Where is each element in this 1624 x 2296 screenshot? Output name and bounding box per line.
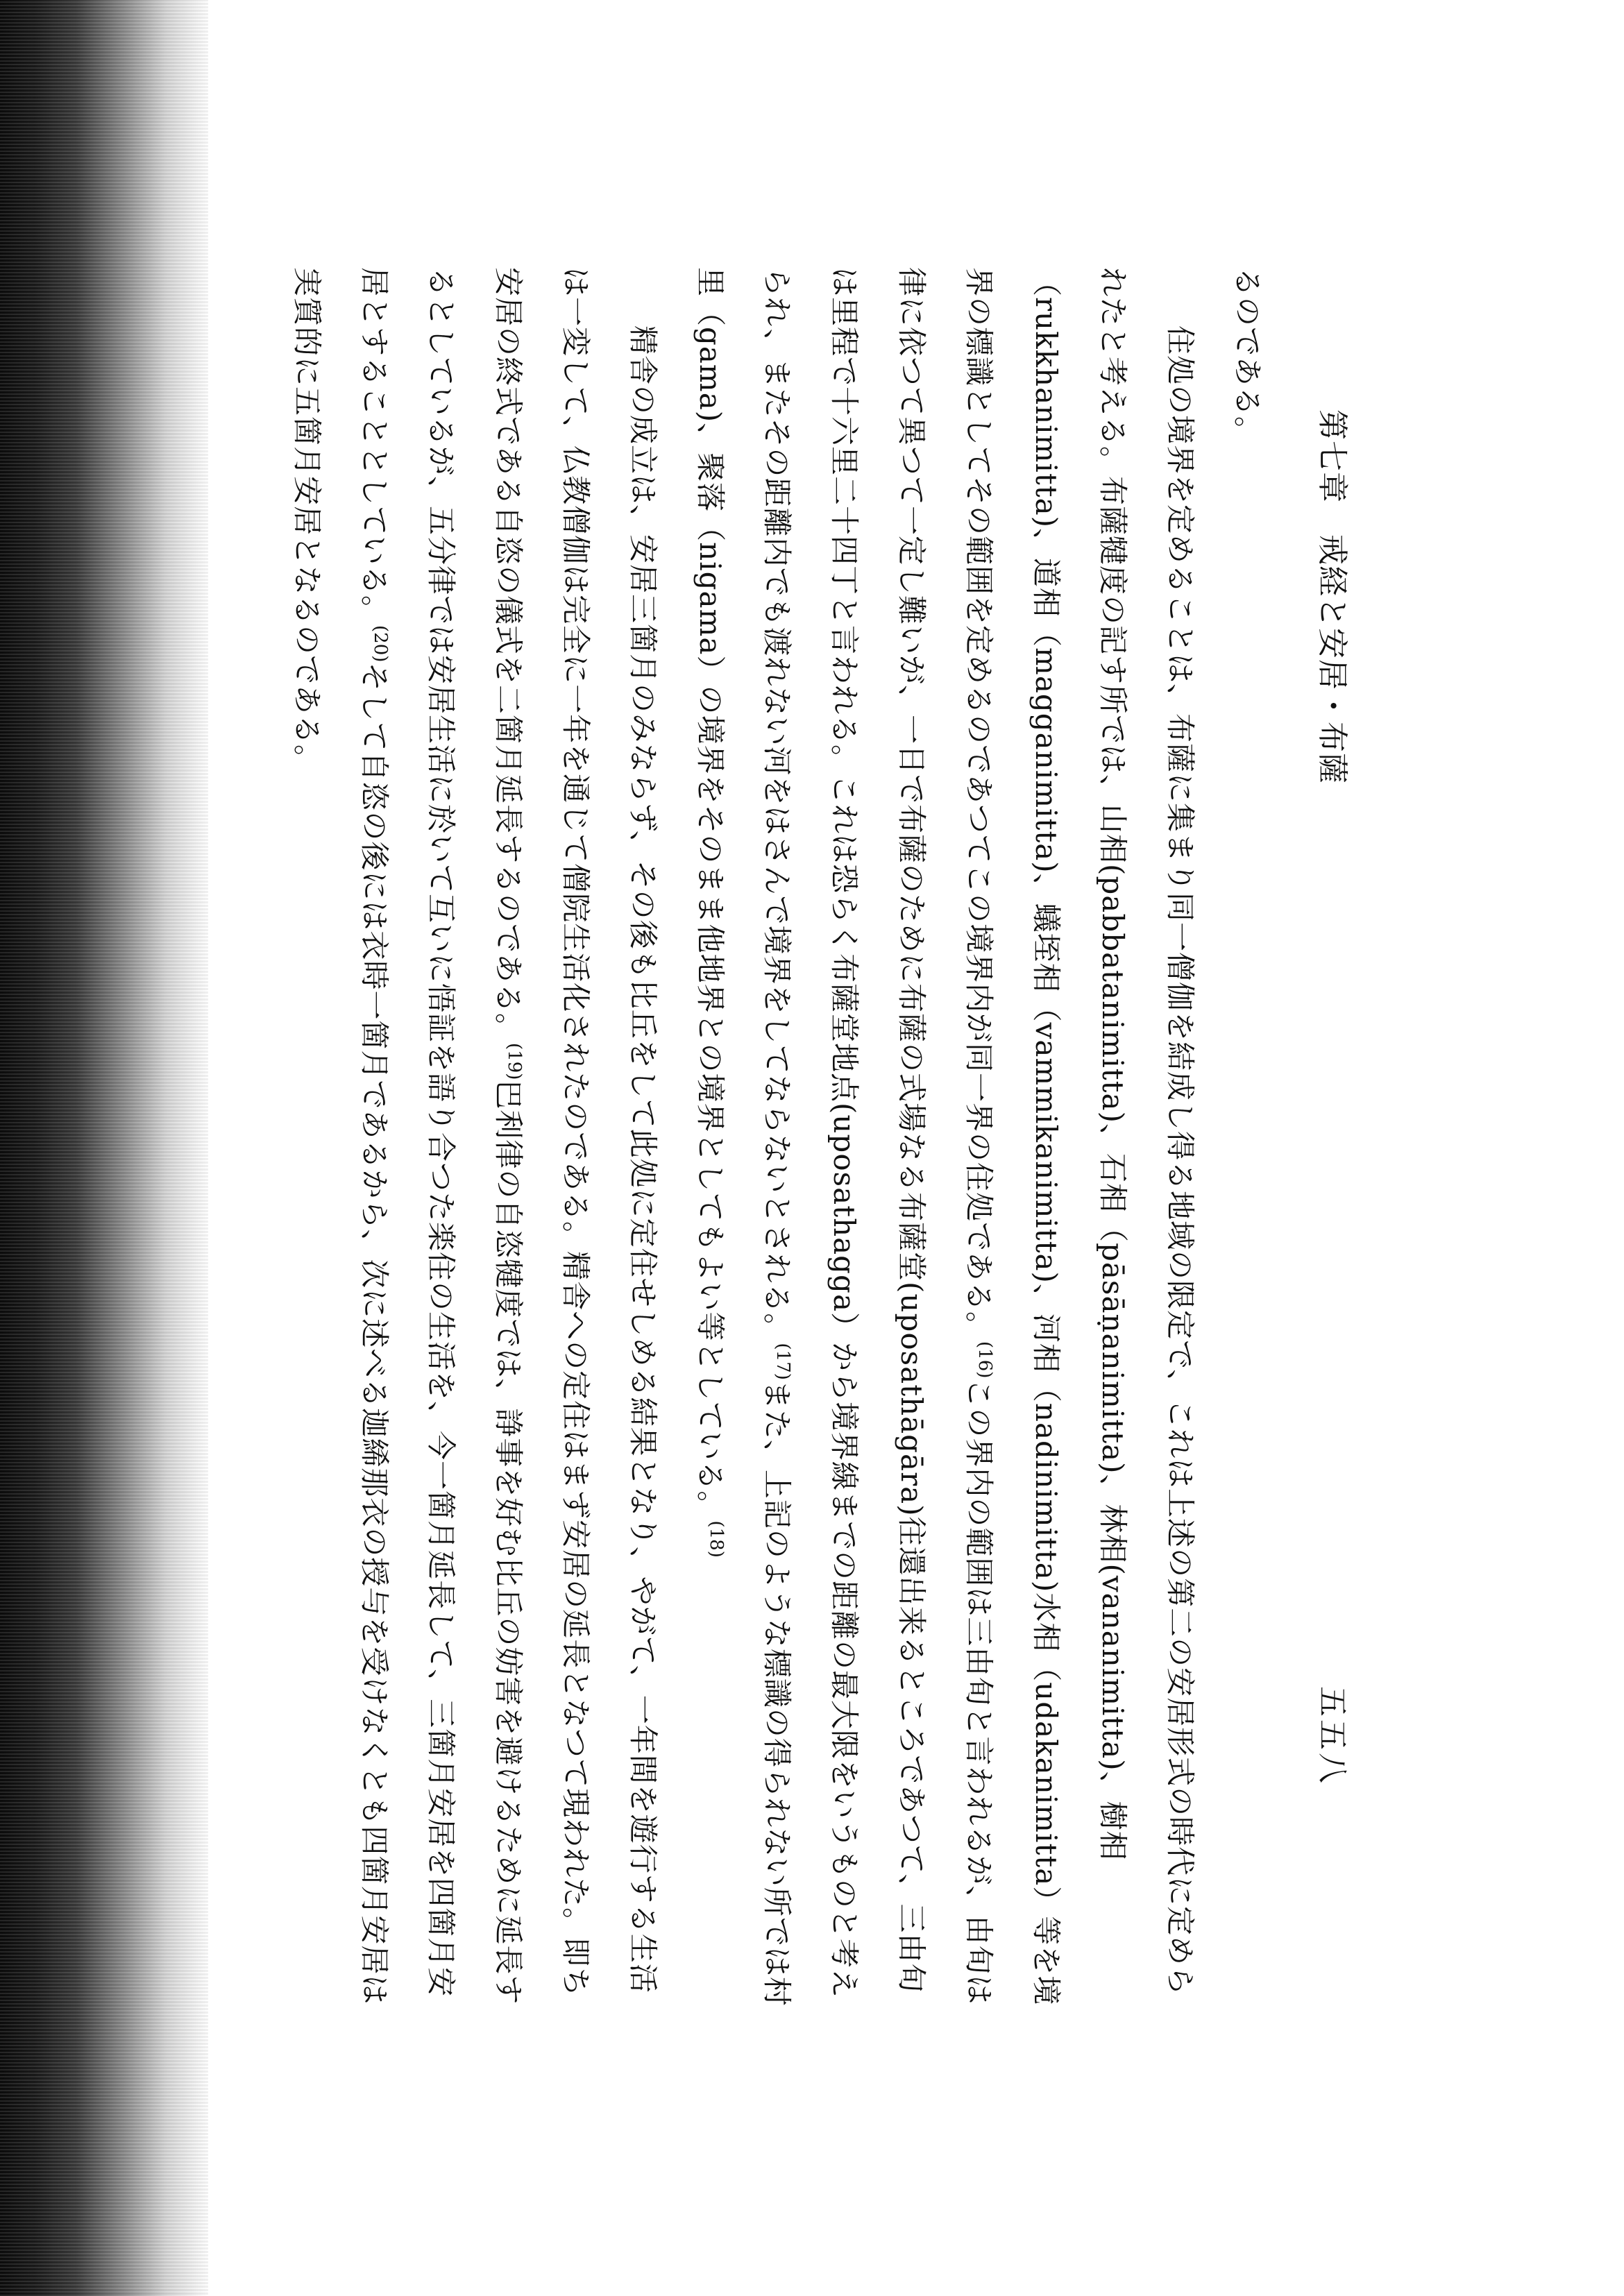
text-run: 巴利律の自恣犍度では、諍事を好む比丘の妨害を避けるために延長するとしているが、五分律では安居生活に於いて互いに悟証を語り合つた楽住の生活を、今一箇月延長して、三箇月安居を四箇月安居とすることとしている。 bbox=[357, 267, 526, 2005]
footnote-ref[interactable]: (17) bbox=[772, 1343, 794, 1380]
footnote-ref[interactable]: (18) bbox=[705, 1520, 727, 1558]
paragraph bbox=[273, 267, 676, 2009]
text-run: 精舎の成立は、安居三箇月のみならず、その後も比丘をして此処に定住せしめる結果となり、やがて、一年間を遊行する生活は一変して、仏教僧伽は完全に一年を通じて僧院生活化されたのである。精舎への定住はまず安居の延長となつて現われた。即ち安居の終式である自恣の儀式を二箇月延長するのである。 bbox=[491, 267, 660, 1998]
footnote-ref[interactable]: (19) bbox=[504, 1043, 525, 1080]
body-text bbox=[273, 267, 1280, 2009]
footnote-ref[interactable]: (20) bbox=[369, 625, 391, 663]
text-run: 住処の境界を定めることは、布薩に集まり同一僧伽を結成し得る地域の限定で、これは上述の第二の安居形式の時代に定められたと考える。布薩犍度の記す所では、山相(pabbatanimitta)、石相（pāsāṇanimitta)、林相(vananimitta)、樹相（rukkhanimitta)、道相（magganimitta)、蟻垤相（vammikanimitta)、河相（nadinimitta)水相（udakanimitta）等を境界の標識としてその範囲を定めるのであつてこの境界内が同一界の住処である。 bbox=[961, 267, 1198, 2006]
text-run: るのである。 bbox=[1230, 267, 1264, 447]
running-head: 第七章 戒経と安居・布薩 bbox=[1314, 409, 1350, 784]
text-run: この界内の範囲は三由旬と言われるが、由旬は律に依つて異つて一定し難いが、一日で布薩のために布薩の式場なる布薩堂(uposathāgāra)往還出来るところであつて、三由旬は里程で十六里二十四丁と言われる。これは恐らく布薩堂地点(uposathagga）から境界線までの距離の最大限をいうものと考えられ、またその距離内でも渡れない河をはさんで境界をしてならないとされる。 bbox=[760, 267, 996, 2005]
page-number: 五五八 bbox=[1314, 1686, 1350, 1786]
paragraph bbox=[1213, 267, 1280, 2009]
text-run: そして自恣の後には衣時一箇月であるから、次に述べる迦絺那衣の授与を受けなくとも四箇月安居は実質的に五箇月安居となるのである。 bbox=[289, 267, 391, 2005]
text-run: また、上記のような標識の得られない所では村里（gama)、聚落（nigama）の境界をそのまま他地界との境界としてもよい等としている。 bbox=[693, 267, 795, 2007]
paragraph bbox=[676, 267, 1213, 2009]
scan-shadow-edge bbox=[0, 0, 208, 2296]
footnote-ref[interactable]: (16) bbox=[974, 1341, 995, 1379]
